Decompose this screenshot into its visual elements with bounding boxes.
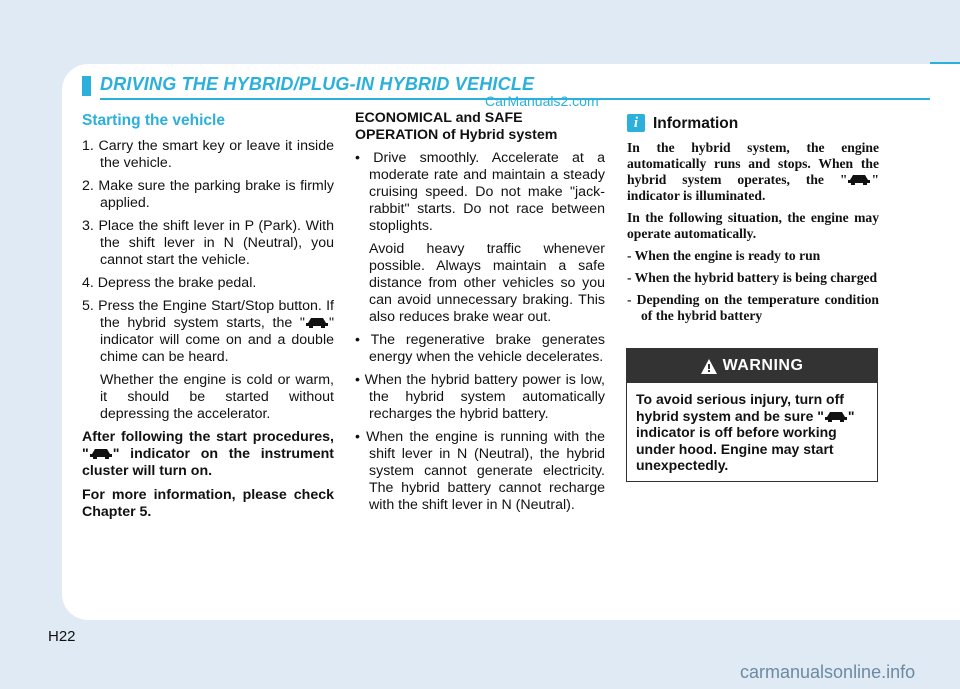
step-5-note: Whether the engine is cold or warm, it should be started without depressing the accelerator. xyxy=(100,372,334,422)
starting-title: Starting the vehicle xyxy=(82,112,225,129)
info-icon: i xyxy=(627,114,645,132)
bullet-avoid-traffic: Avoid heavy traffic whenever possible. Always maintain a safe distance from other vehicles so you can avoid unnecessary braking. This also reduces brake wear out. xyxy=(369,241,605,325)
step-5: 5. Press the Engine Start/Stop button. If the hybrid system starts, the " " indicator will come on and a double chime can be heard. xyxy=(82,298,334,365)
warning-box xyxy=(626,348,878,482)
step-3: 3. Place the shift lever in P (Park). With the shift lever in N (Neutral), you cannot start the vehicle. xyxy=(82,218,334,268)
bullet-regenerative: • The regenerative brake generates energy when the vehicle decelerates. xyxy=(355,332,606,365)
bullet-battery-low: • When the hybrid battery power is low, the hybrid system automatically recharges the hybrid battery. xyxy=(355,372,605,422)
step-4: 4. Depress the brake pedal. xyxy=(82,275,257,291)
info-item: - When the hybrid battery is being charged xyxy=(627,270,878,285)
column-economical xyxy=(355,110,605,520)
economical-title: ECONOMICAL and SAFE OPERATION of Hybrid system xyxy=(355,110,558,143)
step-2: 2. Make sure the parking brake is firmly applied. xyxy=(82,178,334,211)
more-info-note: For more information, please check Chapter 5. xyxy=(82,487,334,520)
hybrid-ready-car-icon xyxy=(89,447,113,459)
warning-header xyxy=(627,349,877,383)
warning-triangle-icon xyxy=(701,359,717,374)
column-starting xyxy=(82,110,334,528)
information-title: Information xyxy=(653,114,739,132)
watermark-top: CarManuals2.com xyxy=(485,93,599,109)
header-accent-bar xyxy=(82,76,91,96)
information-body xyxy=(627,140,879,324)
information-header xyxy=(627,114,879,132)
info-paragraph-1: In the hybrid system, the engine automatically runs and stops. When the hybrid system operates, the " " indicator is illuminated. xyxy=(627,140,879,203)
bullet-neutral: • When the engine is running with the shift lever in N (Neutral), the hybrid system cannot generate electricity. The hybrid battery cannot recharge with the shift lever in N (Neutral). xyxy=(355,429,605,513)
step-1: 1. Carry the smart key or leave it inside the vehicle. xyxy=(82,138,334,171)
watermark-bottom: carmanualsonline.info xyxy=(740,662,916,682)
info-item: - Depending on the temperature condition of the hybrid battery xyxy=(627,292,879,323)
hybrid-ready-car-icon xyxy=(847,173,871,185)
hybrid-ready-car-icon xyxy=(824,410,848,422)
warning-title: WARNING xyxy=(722,357,804,374)
warning-text: To avoid serious injury, turn off hybrid system and be sure " " indicator is off before working under hood. Engine may start unexpectedly. xyxy=(636,391,855,473)
page-number: H22 xyxy=(48,628,76,645)
hybrid-ready-car-icon xyxy=(305,316,329,328)
column-information xyxy=(627,110,879,330)
header-rule-end xyxy=(930,62,960,64)
bullet-drive-smoothly: • Drive smoothly. Accelerate at a moderate rate and maintain a steady cruising speed. Do not make "jack-rabbit" starts. Do not race between stoplights. xyxy=(355,150,605,234)
info-paragraph-2: In the following situation, the engine may operate automatically. xyxy=(627,210,879,241)
after-start-note: After following the start procedures, " " indicator on the instrument cluster will turn on. xyxy=(82,429,334,479)
info-item: - When the engine is ready to run xyxy=(627,248,821,263)
section-header-title: DRIVING THE HYBRID/PLUG-IN HYBRID VEHICLE xyxy=(100,74,535,94)
